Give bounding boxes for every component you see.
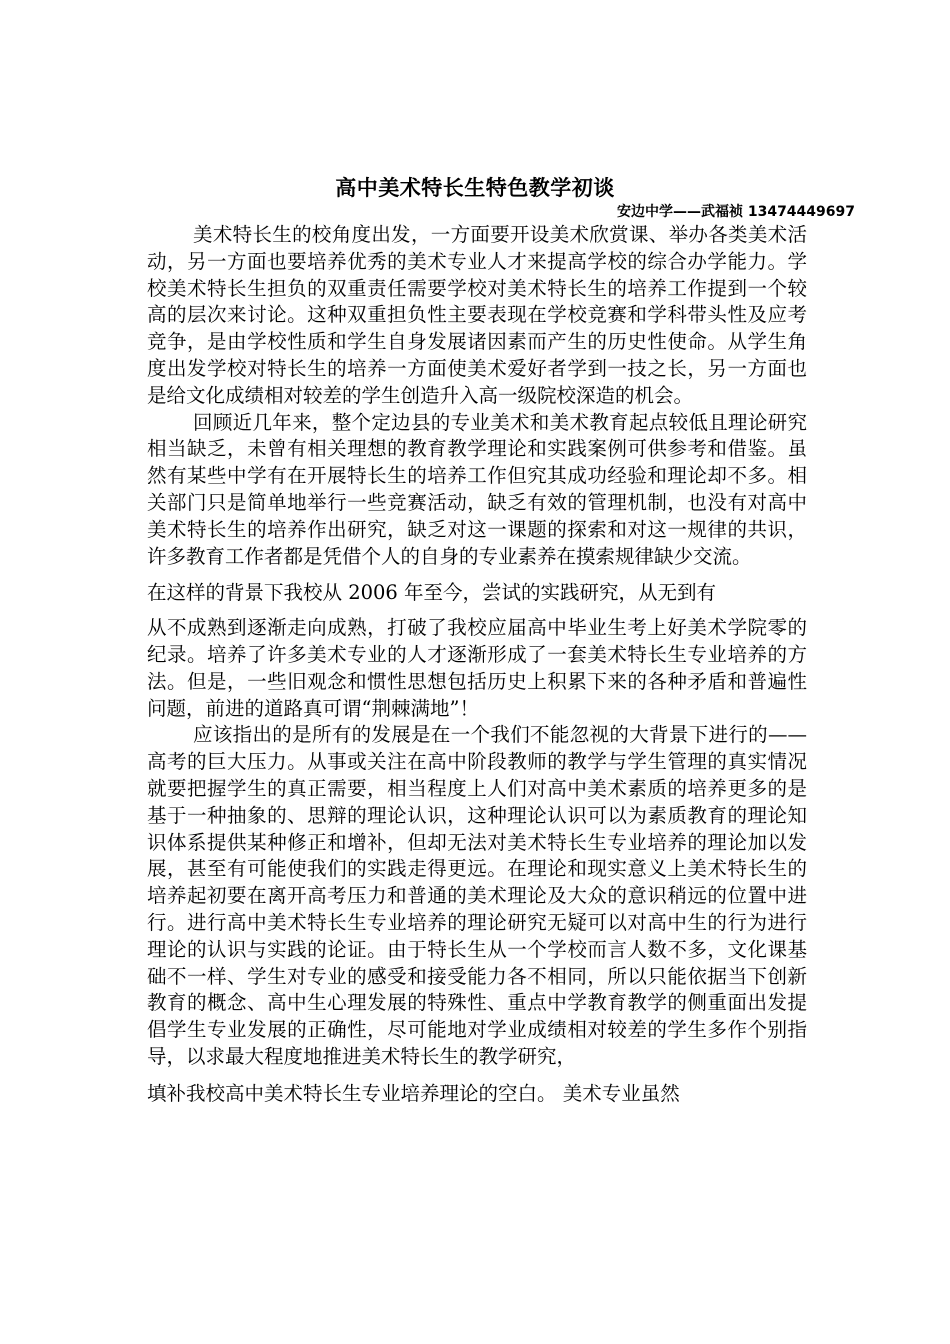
paragraph-6: 填补我校高中美术特长生专业培养理论的空白。 美术专业虽然 [147, 1081, 680, 1105]
paragraph-4: 从不成熟到逐渐走向成熟，打破了我校应届高中毕业生考上好美术学院零的纪录。培养了许多美术专业的人才逐渐形成了一套美术特长生专业培养的方法。但是，一些旧观念和惯性思想包括历史上积累下来的各种矛盾和普遍性问题，前进的道路真可谓“荆棘满地”！ [147, 616, 807, 720]
paragraph-2: 回顾近几年来，整个定边县的专业美术和美术教育起点较低且理论研究相当缺乏，未曾有相关理想的教育教学理论和实践案例可供参考和借鉴。虽然有某些中学有在开展特长生的培养工作但究其成功经验和理论却不多。相关部门只是简单地举行一些竞赛活动，缺乏有效的管理机制，也没有对高中美术特长生的培养作出研究，缺乏对这一课题的探索和对这一规律的共识，许多教育工作者都是凭借个人的自身的专业素养在摸索规律缺少交流。 [147, 410, 807, 568]
document-body [147, 222, 807, 1108]
author-line: 安边中学——武福祯 13474449697 [616, 204, 855, 220]
paragraph-3: 在这样的背景下我校从 2006 年至今，尝试的实践研究，从无到有 [147, 581, 717, 605]
paragraph-5: 应该指出的是所有的发展是在一个我们不能忽视的大背景下进行的——高考的巨大压力。从事或关注在高中阶段教师的教学与学生管理的真实情况就要把握学生的真正需要，相当程度上人们对高中美术素质的培养更多的是基于一种抽象的、思辩的理论认识，这种理论认识可以为素质教育的理论知识体系提供某种修正和增补，但却无法对美术特长生专业培养的理论加以发展，甚至有可能使我们的实践走得更远。在理论和现实意义上美术特长生的培养起初要在离开高考压力和普通的美术理论及大众的意识稍远的位置中进行。进行高中美术特长生专业培养的理论研究无疑可以对高中生的行为进行理论的认识与实践的论证。由于特长生从一个学校而言人数不多，文化课基础不一样、学生对专业的感受和接受能力各不相同，所以只能依据当下创新教育的概念、高中生心理发展的特殊性、重点中学教育教学的侧重面出发提倡学生专业发展的正确性，尽可能地对学业成绩相对较差的学生多作个别指导，以求最大程度地推进美术特长生的教学研究， [147, 723, 807, 1068]
paragraph-1: 美术特长生的校角度出发，一方面要开设美术欣赏课、举办各类美术活动，另一方面也要培养优秀的美术专业人才来提高学校的综合办学能力。学校美术特长生担负的双重责任需要学校对美术特长生的培养工作提到一个较高的层次来讨论。这种双重担负性主要表现在学校竞赛和学科带头性及应考竞争，是由学校性质和学生自身发展诸因素而产生的历史性使命。从学生角度出发学校对特长生的培养一方面使美术爱好者学到一技之长，另一方面也是给文化成绩相对较差的学生创造升入高一级院校深造的机会。 [147, 223, 807, 407]
document-title: 高中美术特长生特色教学初谈 [335, 176, 615, 200]
